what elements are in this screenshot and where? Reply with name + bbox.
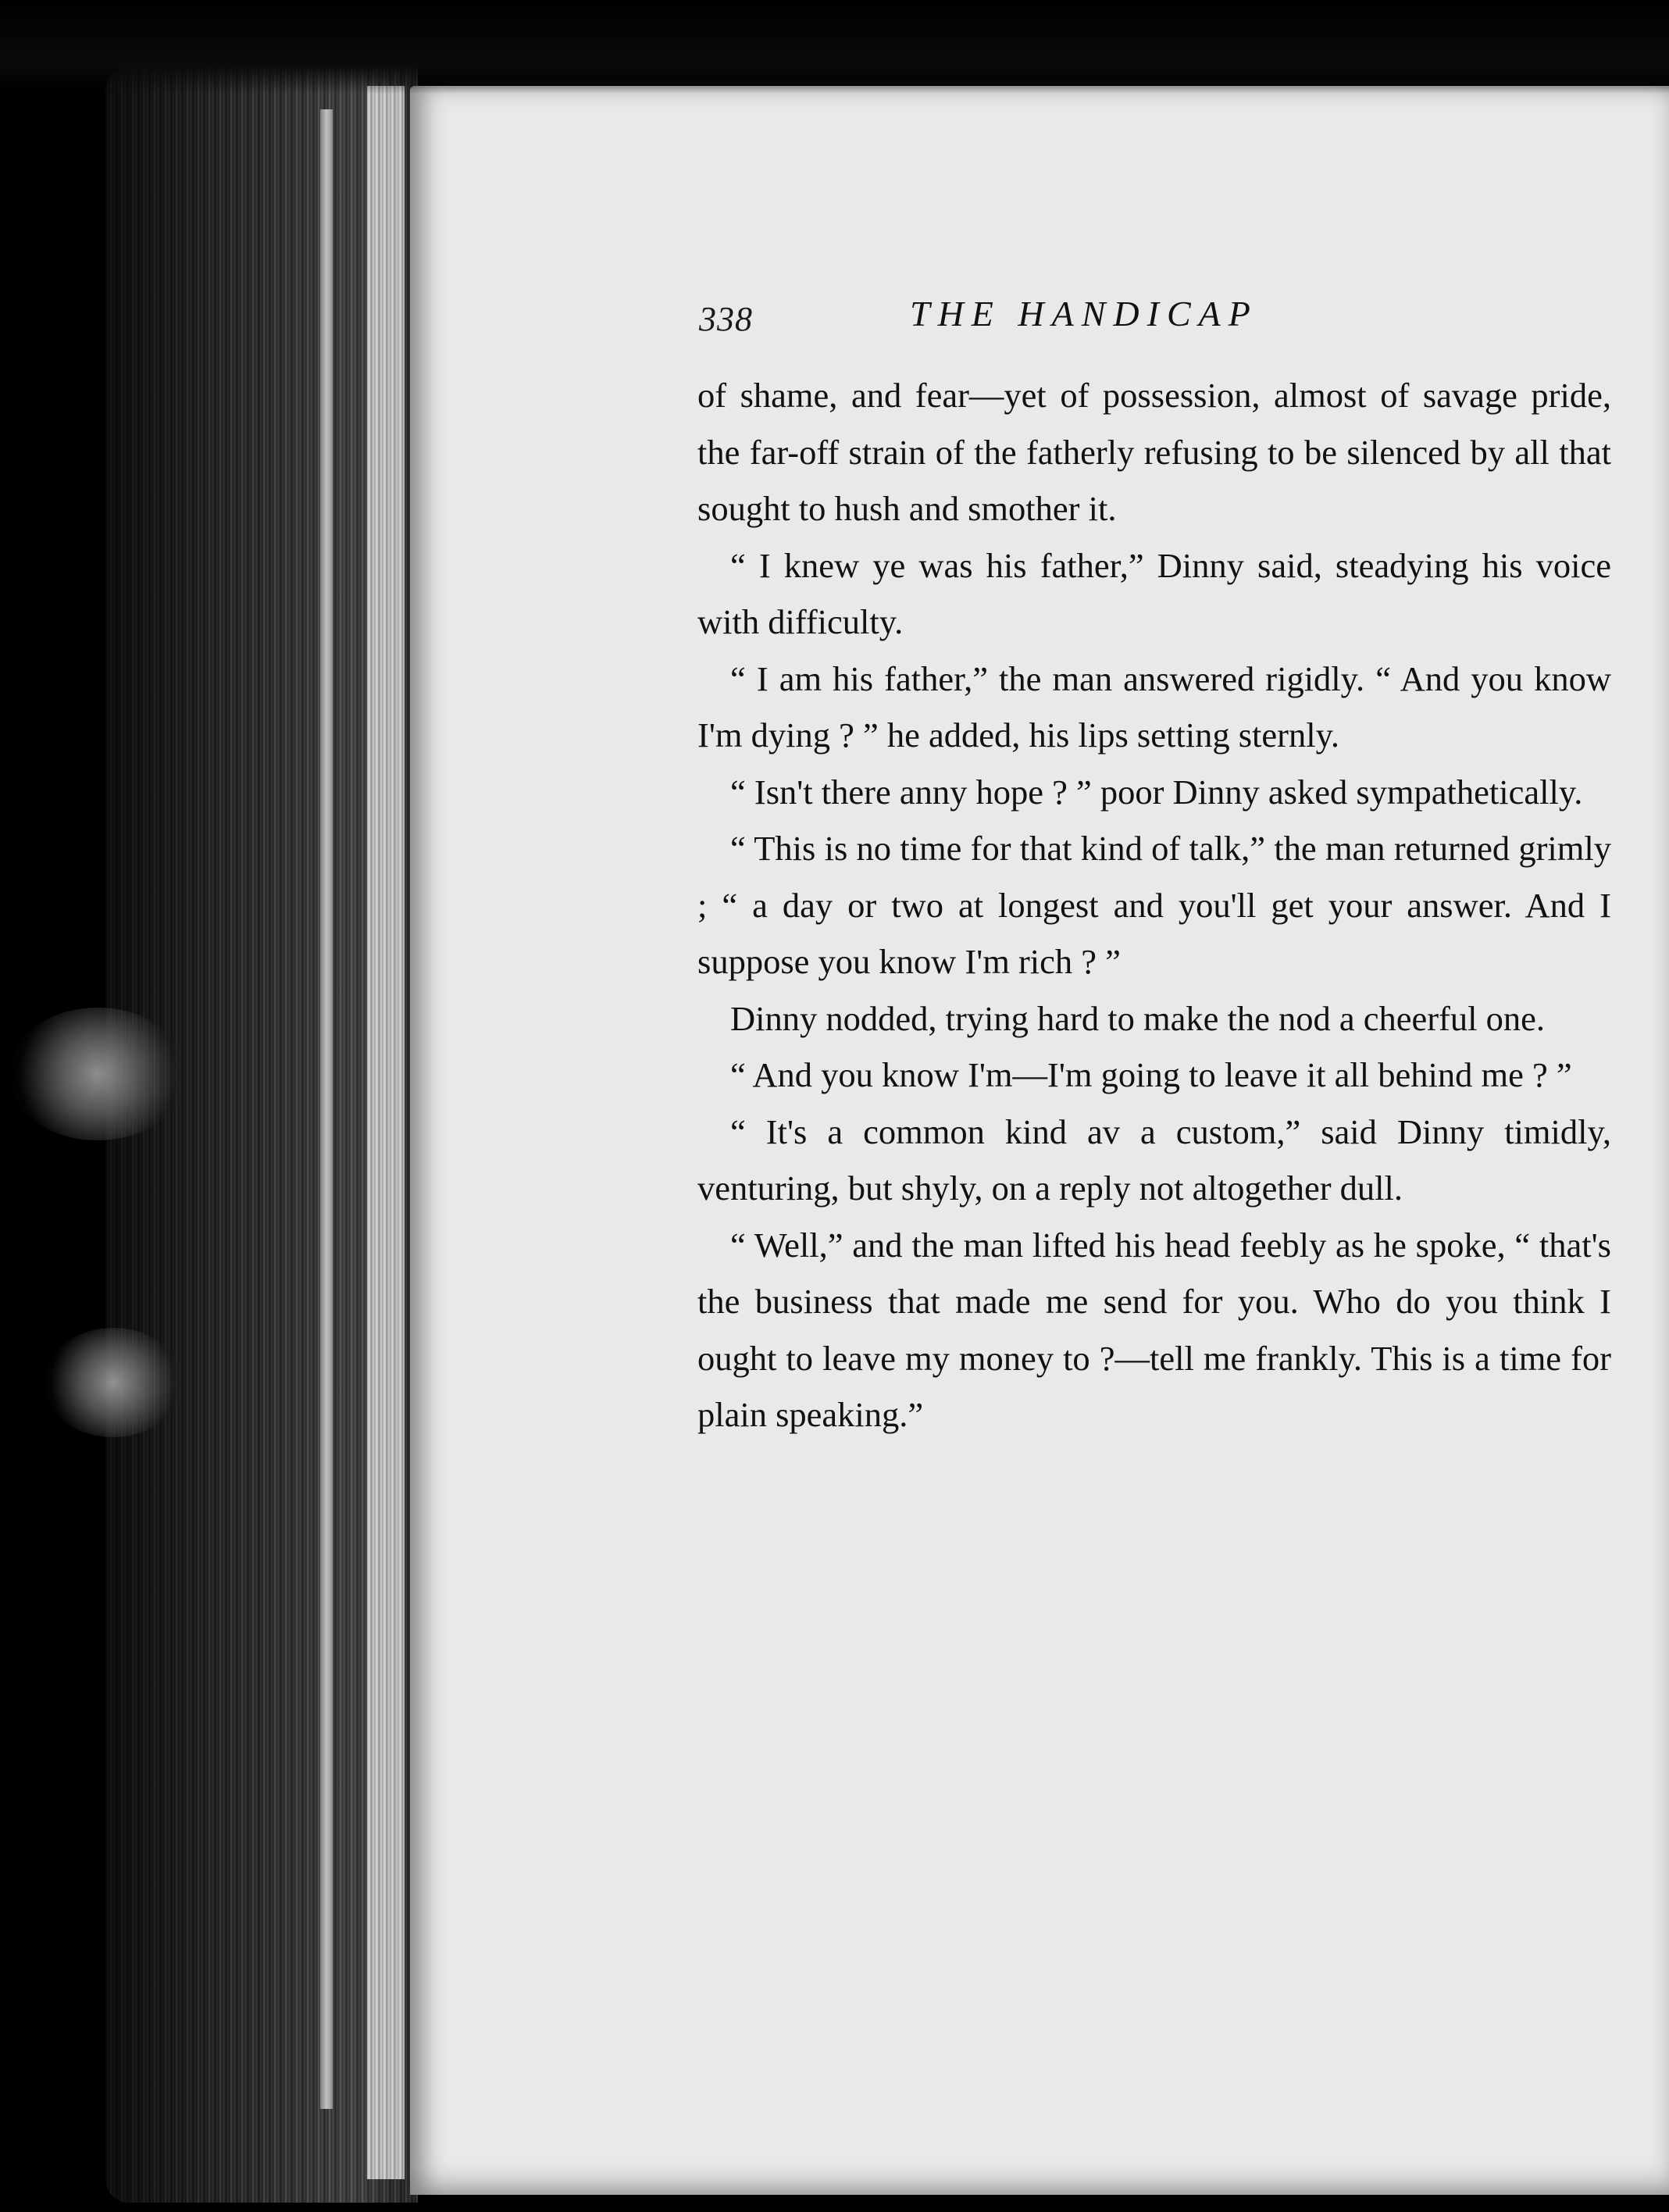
page-edge-highlight [320, 109, 333, 2109]
paragraph: Dinny nodded, trying hard to make the nod a cheerful one. [730, 998, 1545, 1038]
running-head: THE HANDICAP [910, 294, 1258, 334]
paragraph: “ It's a common kind av a custom,” said Dinny timidly, venturing, but shyly, on a reply not altogether dull. [697, 1111, 1611, 1208]
paragraph: “ I am his father,” the man answered rigidly. “ And you know I'm dying ? ” he added, his lips setting sternly. [697, 658, 1611, 755]
page-number: 338 [699, 300, 753, 338]
edge-stain [43, 1328, 184, 1437]
paragraph: “ Isn't there anny hope ? ” poor Dinny asked sympathetically. [730, 772, 1583, 812]
page-header [699, 293, 1621, 348]
paragraph: “ Well,” and the man lifted his head feebly as he spoke, “ that's the business that made me send for you. Who do you think I ought to leave my money to ?—tell me frankly. This is a time for plain speaking.” [697, 1225, 1611, 1434]
paragraph: of shame, and fear—yet of possession, almost of savage pride, the far-off strain of the fatherly refusing to be silenced by all that sought to hush and smother it. [697, 376, 1611, 528]
page-edge-stack [367, 86, 405, 2179]
paragraph: “ And you know I'm—I'm going to leave it all behind me ? ” [730, 1055, 1572, 1094]
body-text [697, 367, 1611, 1443]
edge-stain [8, 1008, 187, 1140]
paragraph: “ This is no time for that kind of talk,” the man returned grimly ; “ a day or two at longest and you'll get your answer. And I suppose you know I'm rich ? ” [697, 829, 1611, 981]
paragraph: “ I knew ye was his father,” Dinny said, steadying his voice with difficulty. [697, 545, 1611, 641]
